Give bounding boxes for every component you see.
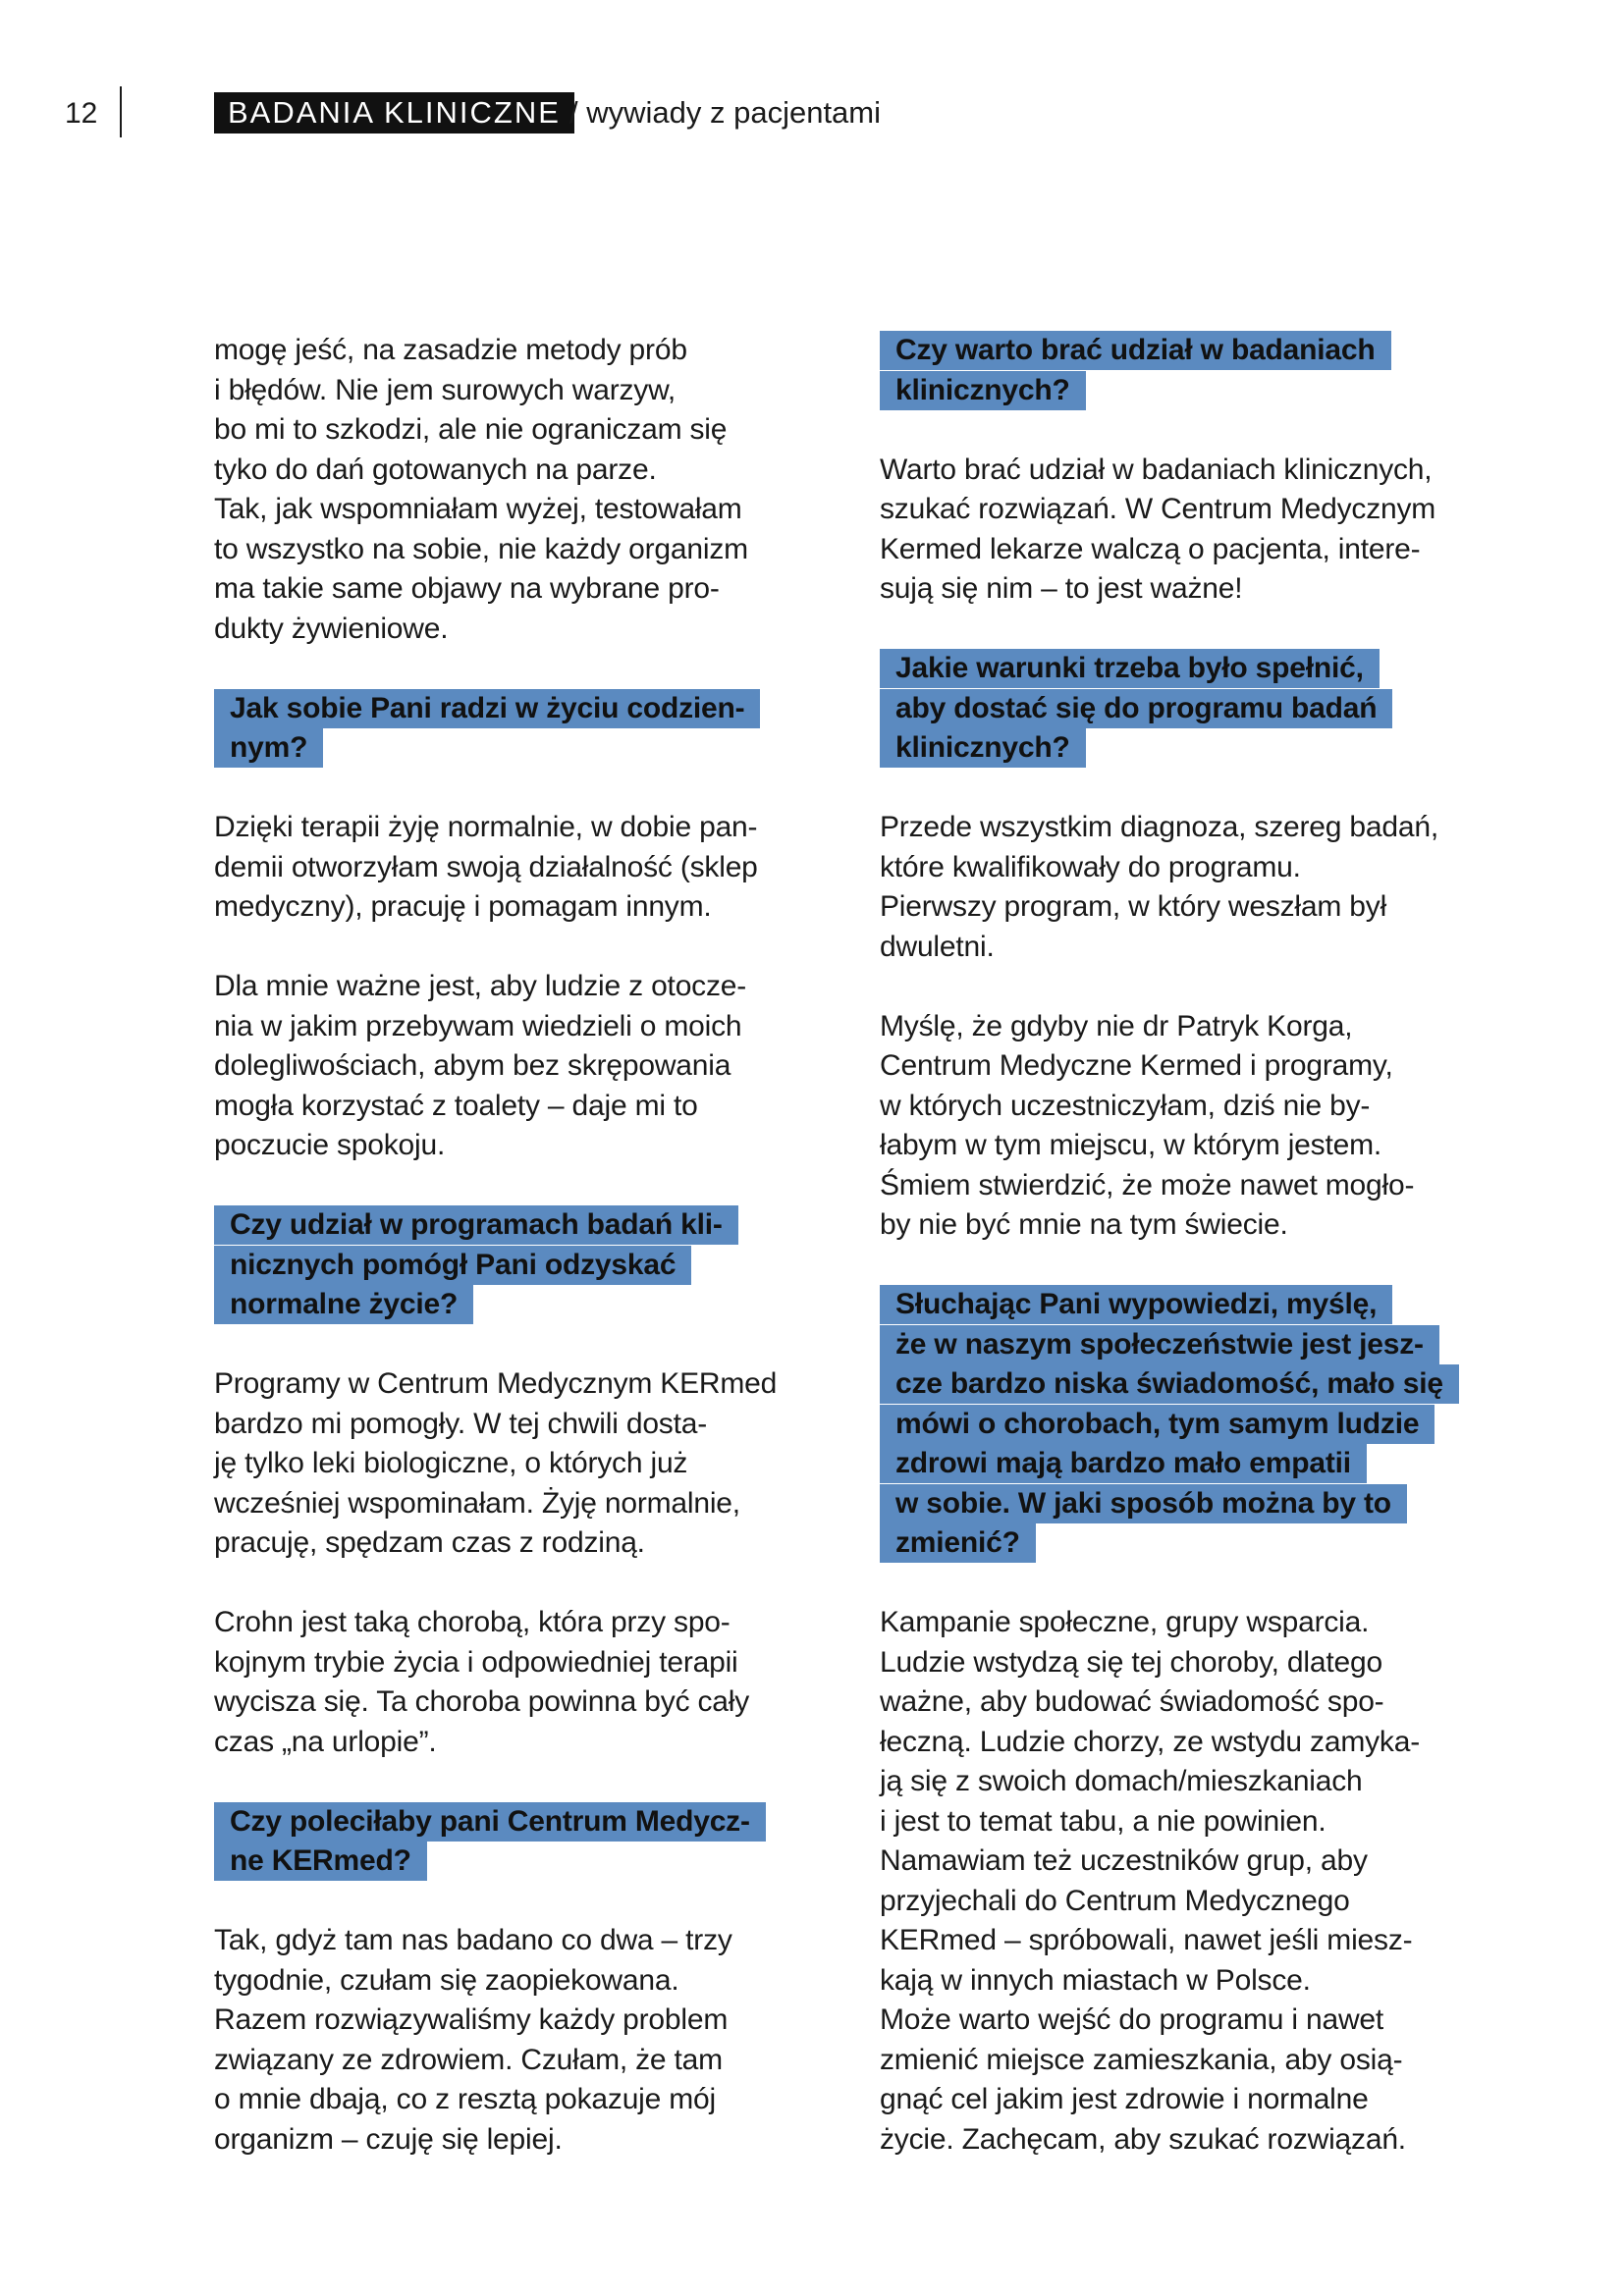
section-subtitle: / wywiady z pacjentami bbox=[569, 95, 882, 130]
text-line: szukać rozwiązań. W Centrum Medycznym bbox=[880, 493, 1436, 525]
text-line: tyko do dań gotowanych na parze. bbox=[214, 453, 657, 486]
question-line: klinicznych? bbox=[880, 371, 1086, 410]
text-line: Kampanie społeczne, grupy wsparcia. bbox=[880, 1606, 1370, 1638]
text-line: tygodnie, czułam się zaopiekowana. bbox=[214, 1963, 679, 1997]
spacer bbox=[880, 610, 1479, 650]
text-line: Pierwszy program, w który weszłam był bbox=[880, 890, 1387, 923]
spacer bbox=[214, 1564, 803, 1604]
text-line: KERmed – spróbowali, nawet jeśli miesz- bbox=[880, 1924, 1413, 1956]
text-line: ważne, aby budować świadomość spo- bbox=[880, 1685, 1384, 1718]
left-column bbox=[214, 331, 803, 2160]
question-line: Słuchając Pani wypowiedzi, myślę, bbox=[880, 1285, 1392, 1324]
interview-question bbox=[214, 689, 803, 769]
text-line: organizm – czuję się lepiej. bbox=[214, 2122, 563, 2156]
text-line: Razem rozwiązywaliśmy każdy problem bbox=[214, 2003, 729, 2036]
text-line: medyczny), pracuję i pomagam innym. bbox=[214, 890, 712, 923]
text-line: kojnym trybie życia i odpowiedniej terapii bbox=[214, 1645, 738, 1679]
section-label: BADANIA KLINICZNE bbox=[214, 92, 574, 133]
question-line: aby dostać się do programu badań bbox=[880, 689, 1392, 728]
spacer bbox=[880, 769, 1479, 809]
text-line: łabym w tym miejscu, w którym jestem. bbox=[880, 1129, 1382, 1161]
question-line: zdrowi mają bardzo mało empatii bbox=[880, 1444, 1367, 1483]
paragraph bbox=[214, 1921, 803, 2160]
text-line: Dzięki terapii żyję normalnie, w dobie pan- bbox=[214, 811, 758, 843]
text-line: sują się nim – to jest ważne! bbox=[880, 572, 1243, 605]
question-line: mówi o chorobach, tym samym ludzie bbox=[880, 1405, 1435, 1444]
paragraph bbox=[880, 451, 1479, 610]
text-line: Może warto wejść do programu i nawet bbox=[880, 2003, 1384, 2036]
paragraph bbox=[880, 808, 1479, 967]
text-line: dwuletni. bbox=[880, 930, 995, 963]
text-line: życie. Zachęcam, aby szukać rozwiązań. bbox=[880, 2122, 1406, 2156]
spacer bbox=[214, 1166, 803, 1206]
text-line: związany ze zdrowiem. Czułam, że tam bbox=[214, 2043, 723, 2076]
text-line: Programy w Centrum Medycznym KERmed bbox=[214, 1367, 778, 1400]
interview-question bbox=[880, 1285, 1479, 1564]
text-line: wcześniej wspominałam. Żyję normalnie, bbox=[214, 1486, 740, 1520]
text-line: ję tylko leki biologiczne, o których już bbox=[214, 1447, 688, 1479]
spacer bbox=[880, 1246, 1479, 1286]
text-line: kają w innych miastach w Polsce. bbox=[880, 1963, 1311, 1997]
text-line: bo mi to szkodzi, ale nie ograniczam się bbox=[214, 413, 728, 446]
spacer bbox=[214, 649, 803, 689]
text-line: o mnie dbają, co z resztą pokazuje mój bbox=[214, 2083, 716, 2115]
paragraph bbox=[214, 808, 803, 928]
text-line: mogę jeść, na zasadzie metody prób bbox=[214, 334, 687, 366]
question-line: w sobie. W jaki sposób można by to bbox=[880, 1484, 1407, 1523]
text-line: w których uczestniczyłam, dziś nie by- bbox=[880, 1089, 1371, 1122]
spacer bbox=[880, 967, 1479, 1007]
text-line: zmienić miejsce zamieszkania, aby osią- bbox=[880, 2043, 1403, 2076]
header-divider bbox=[120, 86, 122, 137]
question-line: Czy warto brać udział w badaniach bbox=[880, 331, 1391, 370]
interview-question bbox=[880, 331, 1479, 410]
question-line: ne KERmed? bbox=[214, 1842, 427, 1881]
question-line: Czy poleciłaby pani Centrum Medycz- bbox=[214, 1802, 766, 1842]
question-line: cze bardzo niska świadomość, mało się bbox=[880, 1364, 1459, 1404]
question-line: zmienić? bbox=[880, 1523, 1036, 1563]
text-line: przyjechali do Centrum Medycznego bbox=[880, 1884, 1350, 1917]
text-line: Namawiam też uczestników grup, aby bbox=[880, 1844, 1368, 1877]
text-line: ją się z swoich domach/mieszkaniach bbox=[880, 1765, 1363, 1797]
paragraph bbox=[214, 967, 803, 1166]
paragraph bbox=[880, 1007, 1479, 1246]
question-line: nicznych pomógł Pani odzyskać bbox=[214, 1246, 691, 1285]
text-line: i błędów. Nie jem surowych warzyw, bbox=[214, 373, 677, 406]
spacer bbox=[214, 928, 803, 968]
question-line: Jak sobie Pani radzi w życiu codzien- bbox=[214, 689, 760, 728]
text-line: bardzo mi pomogły. W tej chwili dosta- bbox=[214, 1407, 708, 1440]
spacer bbox=[214, 1325, 803, 1365]
text-line: łeczną. Ludzie chorzy, ze wstydu zamyka- bbox=[880, 1725, 1421, 1758]
text-line: Tak, gdyż tam nas badano co dwa – trzy bbox=[214, 1924, 732, 1956]
text-line: i jest to temat tabu, a nie powinien. bbox=[880, 1804, 1326, 1838]
text-line: demii otworzyłam swoją działalność (sklep bbox=[214, 850, 758, 883]
text-line: Crohn jest taką chorobą, która przy spo- bbox=[214, 1606, 731, 1638]
spacer bbox=[880, 410, 1479, 451]
spacer bbox=[880, 1564, 1479, 1604]
text-line: które kwalifikowały do programu. bbox=[880, 850, 1301, 883]
question-line: Jakie warunki trzeba było spełnić, bbox=[880, 649, 1380, 688]
text-line: dukty żywieniowe. bbox=[214, 612, 449, 645]
text-line: czas „na urlopie”. bbox=[214, 1725, 437, 1758]
text-line: Myślę, że gdyby nie dr Patryk Korga, bbox=[880, 1009, 1353, 1042]
paragraph bbox=[880, 1603, 1479, 2160]
interview-question bbox=[214, 1802, 803, 1882]
text-line: Przede wszystkim diagnoza, szereg badań, bbox=[880, 811, 1438, 843]
paragraph bbox=[214, 1603, 803, 1762]
text-line: mogła korzystać z toalety – daje mi to bbox=[214, 1089, 698, 1122]
text-line: Śmiem stwierdzić, że może nawet mogło- bbox=[880, 1168, 1415, 1201]
question-line: klinicznych? bbox=[880, 728, 1086, 768]
text-line: Tak, jak wspomniałam wyżej, testowałam bbox=[214, 493, 742, 525]
question-line: Czy udział w programach badań kli- bbox=[214, 1205, 738, 1245]
spacer bbox=[214, 1882, 803, 1922]
text-line: Warto brać udział w badaniach klinicznych, bbox=[880, 453, 1433, 486]
page-number: 12 bbox=[65, 97, 98, 130]
text-line: Kermed lekarze walczą o pacjenta, intere- bbox=[880, 532, 1421, 565]
question-line: nym? bbox=[214, 728, 323, 768]
interview-question bbox=[880, 649, 1479, 769]
spacer bbox=[214, 769, 803, 809]
text-line: Ludzie wstydzą się tej choroby, dlatego bbox=[880, 1645, 1382, 1679]
text-line: Dla mnie ważne jest, aby ludzie z otocze- bbox=[214, 970, 747, 1002]
question-line: normalne życie? bbox=[214, 1285, 473, 1324]
text-line: pracuję, spędzam czas z rodziną. bbox=[214, 1526, 645, 1559]
text-line: ma takie same objawy na wybrane pro- bbox=[214, 572, 720, 605]
text-line: gnąć cel jakim jest zdrowie i normalne bbox=[880, 2083, 1369, 2115]
text-line: nia w jakim przebywam wiedzieli o moich bbox=[214, 1009, 742, 1042]
paragraph bbox=[214, 1364, 803, 1564]
paragraph bbox=[214, 331, 803, 649]
right-column bbox=[880, 331, 1479, 2160]
text-line: to wszystko na sobie, nie każdy organizm bbox=[214, 532, 748, 565]
question-line: że w naszym społeczeństwie jest jesz- bbox=[880, 1325, 1439, 1364]
text-line: wycisza się. Ta choroba powinna być cały bbox=[214, 1685, 750, 1718]
interview-question bbox=[214, 1205, 803, 1325]
spacer bbox=[214, 1762, 803, 1802]
text-line: Centrum Medyczne Kermed i programy, bbox=[880, 1049, 1393, 1082]
text-line: dolegliwościach, abym bez skrępowania bbox=[214, 1049, 731, 1082]
text-line: poczucie spokoju. bbox=[214, 1129, 446, 1161]
text-line: by nie być mnie na tym świecie. bbox=[880, 1208, 1288, 1241]
